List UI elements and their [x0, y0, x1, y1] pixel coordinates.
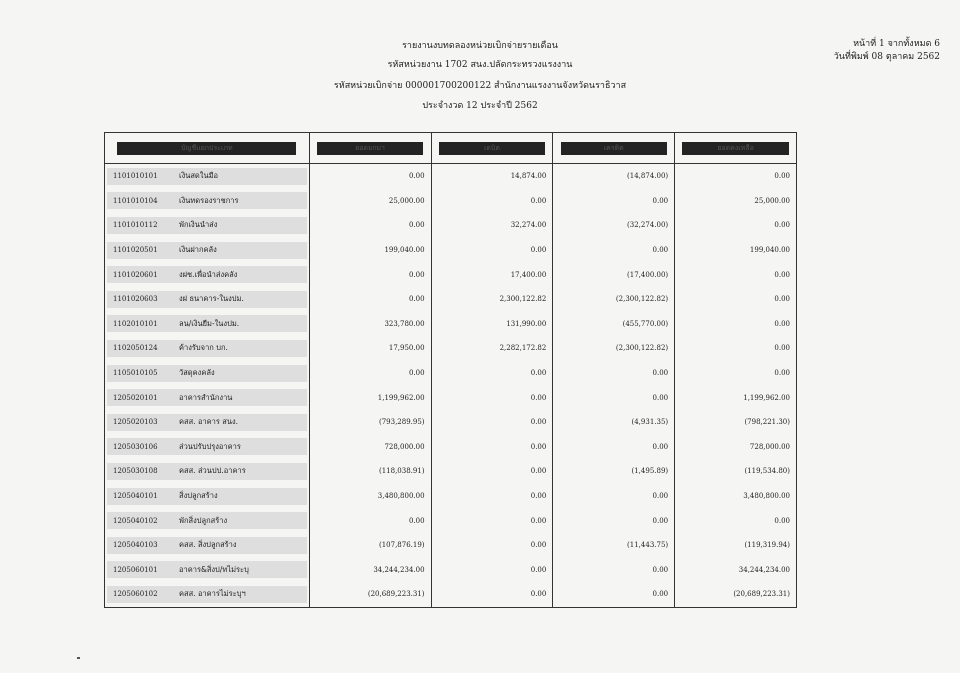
closing-balance-cell: 0.00	[675, 262, 797, 287]
closing-balance-cell: 0.00	[675, 164, 797, 189]
account-code: 1105010105	[113, 369, 158, 378]
account-cell	[105, 213, 310, 238]
account-cell	[105, 336, 310, 361]
account-cell	[105, 189, 310, 214]
account-code: 1205060101	[113, 565, 158, 574]
account-box	[107, 291, 307, 308]
account-cell	[105, 484, 310, 509]
opening-balance-cell: (20,689,223.31)	[309, 582, 431, 607]
opening-balance-cell: 25,000.00	[309, 189, 431, 214]
debit-cell: 2,300,122.82	[431, 287, 553, 312]
table-row	[105, 287, 797, 312]
closing-balance-cell: 3,480,800.00	[675, 484, 797, 509]
debit-cell: 0.00	[431, 484, 553, 509]
closing-balance-cell: (20,689,223.31)	[675, 582, 797, 607]
account-code: 1205020103	[113, 418, 158, 427]
closing-balance-cell: (119,319.94)	[675, 533, 797, 558]
opening-balance-cell: 0.00	[309, 213, 431, 238]
column-header-account: บัญชีแยกประเภท	[105, 133, 310, 164]
debit-cell: 0.00	[431, 459, 553, 484]
opening-balance-cell: 0.00	[309, 164, 431, 189]
closing-balance-cell: 25,000.00	[675, 189, 797, 214]
opening-balance-cell: 323,780.00	[309, 312, 431, 337]
account-cell	[105, 164, 310, 189]
account-name: คสส. ส่วนปป.อาคาร	[179, 466, 246, 476]
account-name: สิ่งปลูกสร้าง	[179, 491, 218, 501]
account-name: ค้างรับจาก บก.	[179, 343, 228, 353]
account-box	[107, 365, 307, 382]
account-name: งฝ ธนาคาร-ในงปม.	[179, 294, 244, 304]
table-row	[105, 435, 797, 460]
account-box	[107, 192, 307, 209]
account-cell	[105, 459, 310, 484]
account-name: ส่วนปรับปรุงอาคาร	[179, 441, 241, 451]
credit-cell: (14,874.00)	[553, 164, 675, 189]
credit-cell: 0.00	[553, 435, 675, 460]
closing-balance-cell: 0.00	[675, 336, 797, 361]
closing-balance-cell: 0.00	[675, 287, 797, 312]
closing-balance-cell: 0.00	[675, 508, 797, 533]
credit-cell: 0.00	[553, 508, 675, 533]
table-row	[105, 164, 797, 189]
account-name: พักสิ่งปลูกสร้าง	[179, 515, 228, 525]
account-box	[107, 586, 307, 603]
closing-balance-cell: 34,244,234.00	[675, 558, 797, 583]
table-row	[105, 336, 797, 361]
opening-balance-cell: 0.00	[309, 287, 431, 312]
closing-balance-cell: 0.00	[675, 213, 797, 238]
opening-balance-cell: 728,000.00	[309, 435, 431, 460]
credit-cell: 0.00	[553, 361, 675, 386]
debit-cell: 0.00	[431, 582, 553, 607]
column-header-debit: เดบิต	[431, 133, 553, 164]
opening-balance-cell: 1,199,962.00	[309, 385, 431, 410]
account-name: คสส. สิ่งปลูกสร้าง	[179, 540, 237, 550]
account-name: อาคาร&สิ่งป/ทไม่ระบุ	[179, 564, 249, 574]
table-row	[105, 361, 797, 386]
account-cell	[105, 385, 310, 410]
credit-cell: 0.00	[553, 238, 675, 263]
account-cell	[105, 312, 310, 337]
account-code: 1205040102	[113, 516, 158, 525]
credit-cell: 0.00	[553, 582, 675, 607]
credit-cell: (17,400.00)	[553, 262, 675, 287]
debit-cell: 0.00	[431, 508, 553, 533]
table-row	[105, 385, 797, 410]
opening-balance-cell: (793,289.95)	[309, 410, 431, 435]
agency-line: รหัสหน่วยงาน 1702 สนง.ปลัดกระทรวงแรงงาน	[387, 60, 573, 70]
account-name: อาคารสำนักงาน	[179, 392, 233, 402]
account-name: พักเงินนำส่ง	[179, 220, 218, 230]
account-cell	[105, 238, 310, 263]
account-code: 1101010112	[113, 221, 158, 230]
account-cell	[105, 361, 310, 386]
account-code: 1102050124	[113, 344, 158, 353]
account-box	[107, 438, 307, 455]
account-name: งฝช.เพื่อนำส่งคลัง	[179, 269, 238, 279]
table-header-row	[105, 133, 797, 164]
table-row	[105, 189, 797, 214]
table-row	[105, 410, 797, 435]
account-box	[107, 561, 307, 578]
opening-balance-cell: 0.00	[309, 262, 431, 287]
account-box	[107, 266, 307, 283]
opening-balance-cell: 17,950.00	[309, 336, 431, 361]
account-name: เงินทดรองราชการ	[179, 195, 239, 205]
account-box	[107, 414, 307, 431]
account-cell	[105, 533, 310, 558]
table-row	[105, 238, 797, 263]
debit-cell: 0.00	[431, 189, 553, 214]
table-row	[105, 558, 797, 583]
account-name: คสส. อาคารไม่ระบุฯ	[179, 589, 246, 599]
column-header-balance: ยอดคงเหลือ	[675, 133, 797, 164]
account-name: คสส. อาคาร สนง.	[179, 417, 239, 427]
account-code: 1205030106	[113, 442, 158, 451]
credit-cell: 0.00	[553, 484, 675, 509]
opening-balance-cell: 0.00	[309, 361, 431, 386]
account-cell	[105, 262, 310, 287]
credit-cell: (2,300,122.82)	[553, 336, 675, 361]
account-cell	[105, 287, 310, 312]
column-header-credit: เครดิต	[553, 133, 675, 164]
debit-cell: 2,282,172.82	[431, 336, 553, 361]
debit-cell: 0.00	[431, 435, 553, 460]
scan-speck	[77, 657, 80, 659]
account-code: 1205040101	[113, 492, 158, 501]
account-box	[107, 389, 307, 406]
opening-balance-cell: 0.00	[309, 508, 431, 533]
credit-cell: 0.00	[553, 189, 675, 214]
debit-cell: 0.00	[431, 533, 553, 558]
closing-balance-cell: 1,199,962.00	[675, 385, 797, 410]
account-code: 1101010101	[113, 172, 158, 181]
account-box	[107, 512, 307, 529]
table-row	[105, 262, 797, 287]
debit-cell: 0.00	[431, 558, 553, 583]
account-code: 1205030108	[113, 467, 158, 476]
table-row	[105, 213, 797, 238]
trial-balance-table	[104, 132, 797, 608]
disbursing-unit-line: รหัสหน่วยเบิกจ่าย 000001700200122 สำนักงานแรงงานจังหวัดนราธิวาส	[333, 81, 627, 91]
opening-balance-cell: 34,244,234.00	[309, 558, 431, 583]
credit-cell: (2,300,122.82)	[553, 287, 675, 312]
debit-cell: 17,400.00	[431, 262, 553, 287]
account-cell	[105, 558, 310, 583]
account-code: 1205020101	[113, 393, 158, 402]
account-cell	[105, 410, 310, 435]
credit-cell: (1,495.89)	[553, 459, 675, 484]
debit-cell: 0.00	[431, 385, 553, 410]
account-box	[107, 340, 307, 357]
credit-cell: (32,274.00)	[553, 213, 675, 238]
account-code: 1101020603	[113, 295, 158, 304]
closing-balance-cell: 728,000.00	[675, 435, 797, 460]
account-box	[107, 217, 307, 234]
account-name: ลน/เงินยืม-ในงปม.	[179, 318, 240, 328]
closing-balance-cell: 199,040.00	[675, 238, 797, 263]
credit-cell: (4,931.35)	[553, 410, 675, 435]
credit-cell: (11,443.75)	[553, 533, 675, 558]
account-box	[107, 488, 307, 505]
opening-balance-cell: 199,040.00	[309, 238, 431, 263]
table-row	[105, 508, 797, 533]
account-cell	[105, 582, 310, 607]
account-box	[107, 168, 307, 185]
opening-balance-cell: (107,876.19)	[309, 533, 431, 558]
opening-balance-cell: 3,480,800.00	[309, 484, 431, 509]
closing-balance-cell: 0.00	[675, 361, 797, 386]
debit-cell: 32,274.00	[431, 213, 553, 238]
account-code: 1101020501	[113, 246, 158, 255]
account-name: เงินฝากคลัง	[179, 245, 217, 255]
credit-cell: (455,770.00)	[553, 312, 675, 337]
closing-balance-cell: (119,534.80)	[675, 459, 797, 484]
account-cell	[105, 435, 310, 460]
table-row	[105, 484, 797, 509]
debit-cell: 0.00	[431, 238, 553, 263]
debit-cell: 0.00	[431, 361, 553, 386]
table-body	[105, 164, 797, 608]
account-code: 1101010104	[113, 196, 158, 205]
print-date: วันที่พิมพ์ 08 ตุลาคม 2562	[833, 52, 940, 62]
account-name: วัสดุคงคลัง	[179, 368, 215, 378]
period-line: ประจำงวด 12 ประจำปี 2562	[422, 101, 538, 111]
page-number: หน้าที่ 1 จากทั้งหมด 6	[853, 39, 940, 49]
account-code: 1205060102	[113, 590, 158, 599]
debit-cell: 14,874.00	[431, 164, 553, 189]
account-box	[107, 537, 307, 554]
account-code: 1101020601	[113, 270, 158, 279]
credit-cell: 0.00	[553, 385, 675, 410]
account-box	[107, 463, 307, 480]
opening-balance-cell: (118,038.91)	[309, 459, 431, 484]
account-name: เงินสดในมือ	[179, 171, 219, 181]
column-header-opening: ยอดยกมา	[309, 133, 431, 164]
report-title: รายงานงบทดลองหน่วยเบิกจ่ายรายเดือน	[402, 41, 558, 51]
table-row	[105, 533, 797, 558]
account-code: 1205040103	[113, 541, 158, 550]
account-cell	[105, 508, 310, 533]
account-box	[107, 315, 307, 332]
closing-balance-cell: 0.00	[675, 312, 797, 337]
table-row	[105, 582, 797, 607]
credit-cell: 0.00	[553, 558, 675, 583]
table-row	[105, 459, 797, 484]
debit-cell: 131,990.00	[431, 312, 553, 337]
debit-cell: 0.00	[431, 410, 553, 435]
table-row	[105, 312, 797, 337]
closing-balance-cell: (798,221.30)	[675, 410, 797, 435]
account-box	[107, 242, 307, 259]
account-code: 1102010101	[113, 319, 158, 328]
